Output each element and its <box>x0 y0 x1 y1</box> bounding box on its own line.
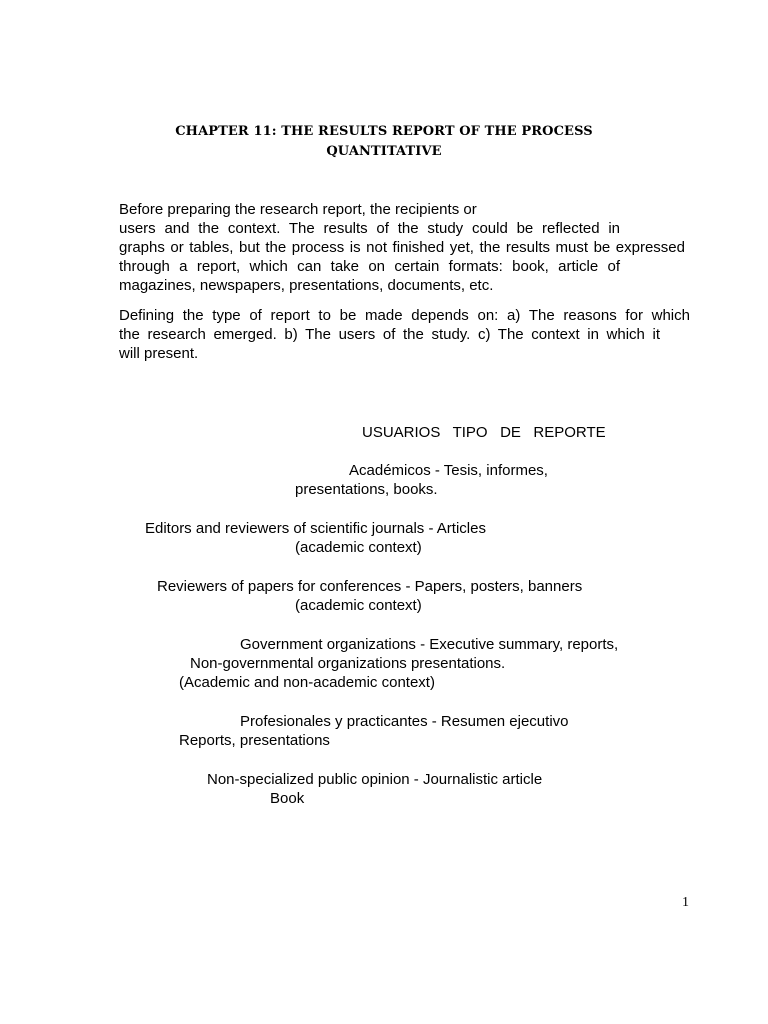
paragraph-2-line-2: the research emerged. b) The users of the study. c) The context in which it <box>119 326 660 343</box>
entry-3-line-2: (academic context) <box>295 597 422 614</box>
entry-3-line-1: Reviewers of papers for conferences - Papers, posters, banners <box>157 578 583 595</box>
paragraph-2-line-3: will present. <box>119 345 199 362</box>
chapter-title-line-1: CHAPTER 11: THE RESULTS REPORT OF THE PROCESS <box>175 124 593 139</box>
entry-5-line-2: Reports, presentations <box>179 732 330 749</box>
entry-2-line-1: Editors and reviewers of scientific journals - Articles <box>145 520 486 537</box>
chapter-title-line-2: QUANTITATIVE <box>326 144 442 159</box>
entry-5-line-1: Profesionales y practicantes - Resumen ejecutivo <box>240 713 569 730</box>
table-header: USUARIOS TIPO DE REPORTE <box>362 424 606 441</box>
entry-6-line-1: Non-specialized public opinion - Journalistic article <box>207 771 543 788</box>
paragraph-1-line-1: Before preparing the research report, the recipients or <box>119 201 477 218</box>
entry-1-line-1: Académicos - Tesis, informes, <box>349 462 548 479</box>
entry-2-line-2: (academic context) <box>295 539 422 556</box>
entry-6-line-2: Book <box>270 790 305 807</box>
paragraph-1-line-3: graphs or tables, but the process is not finished yet, the results must be expressed <box>119 239 685 256</box>
paragraph-1-line-5: magazines, newspapers, presentations, documents, etc. <box>119 277 494 294</box>
entry-1-line-2: presentations, books. <box>295 481 438 498</box>
entry-4-line-1: Government organizations - Executive summary, reports, <box>240 636 619 653</box>
entry-4-line-3: (Academic and non-academic context) <box>179 674 435 691</box>
paragraph-2-line-1: Defining the type of report to be made depends on: a) The reasons for which <box>119 307 690 324</box>
paragraph-1-line-2: users and the context. The results of the study could be reflected in <box>119 220 620 237</box>
paragraph-1-line-4: through a report, which can take on certain formats: book, article of <box>119 258 620 275</box>
page-number: 1 <box>682 895 689 910</box>
entry-4-line-2: Non-governmental organizations presentations. <box>190 655 506 672</box>
